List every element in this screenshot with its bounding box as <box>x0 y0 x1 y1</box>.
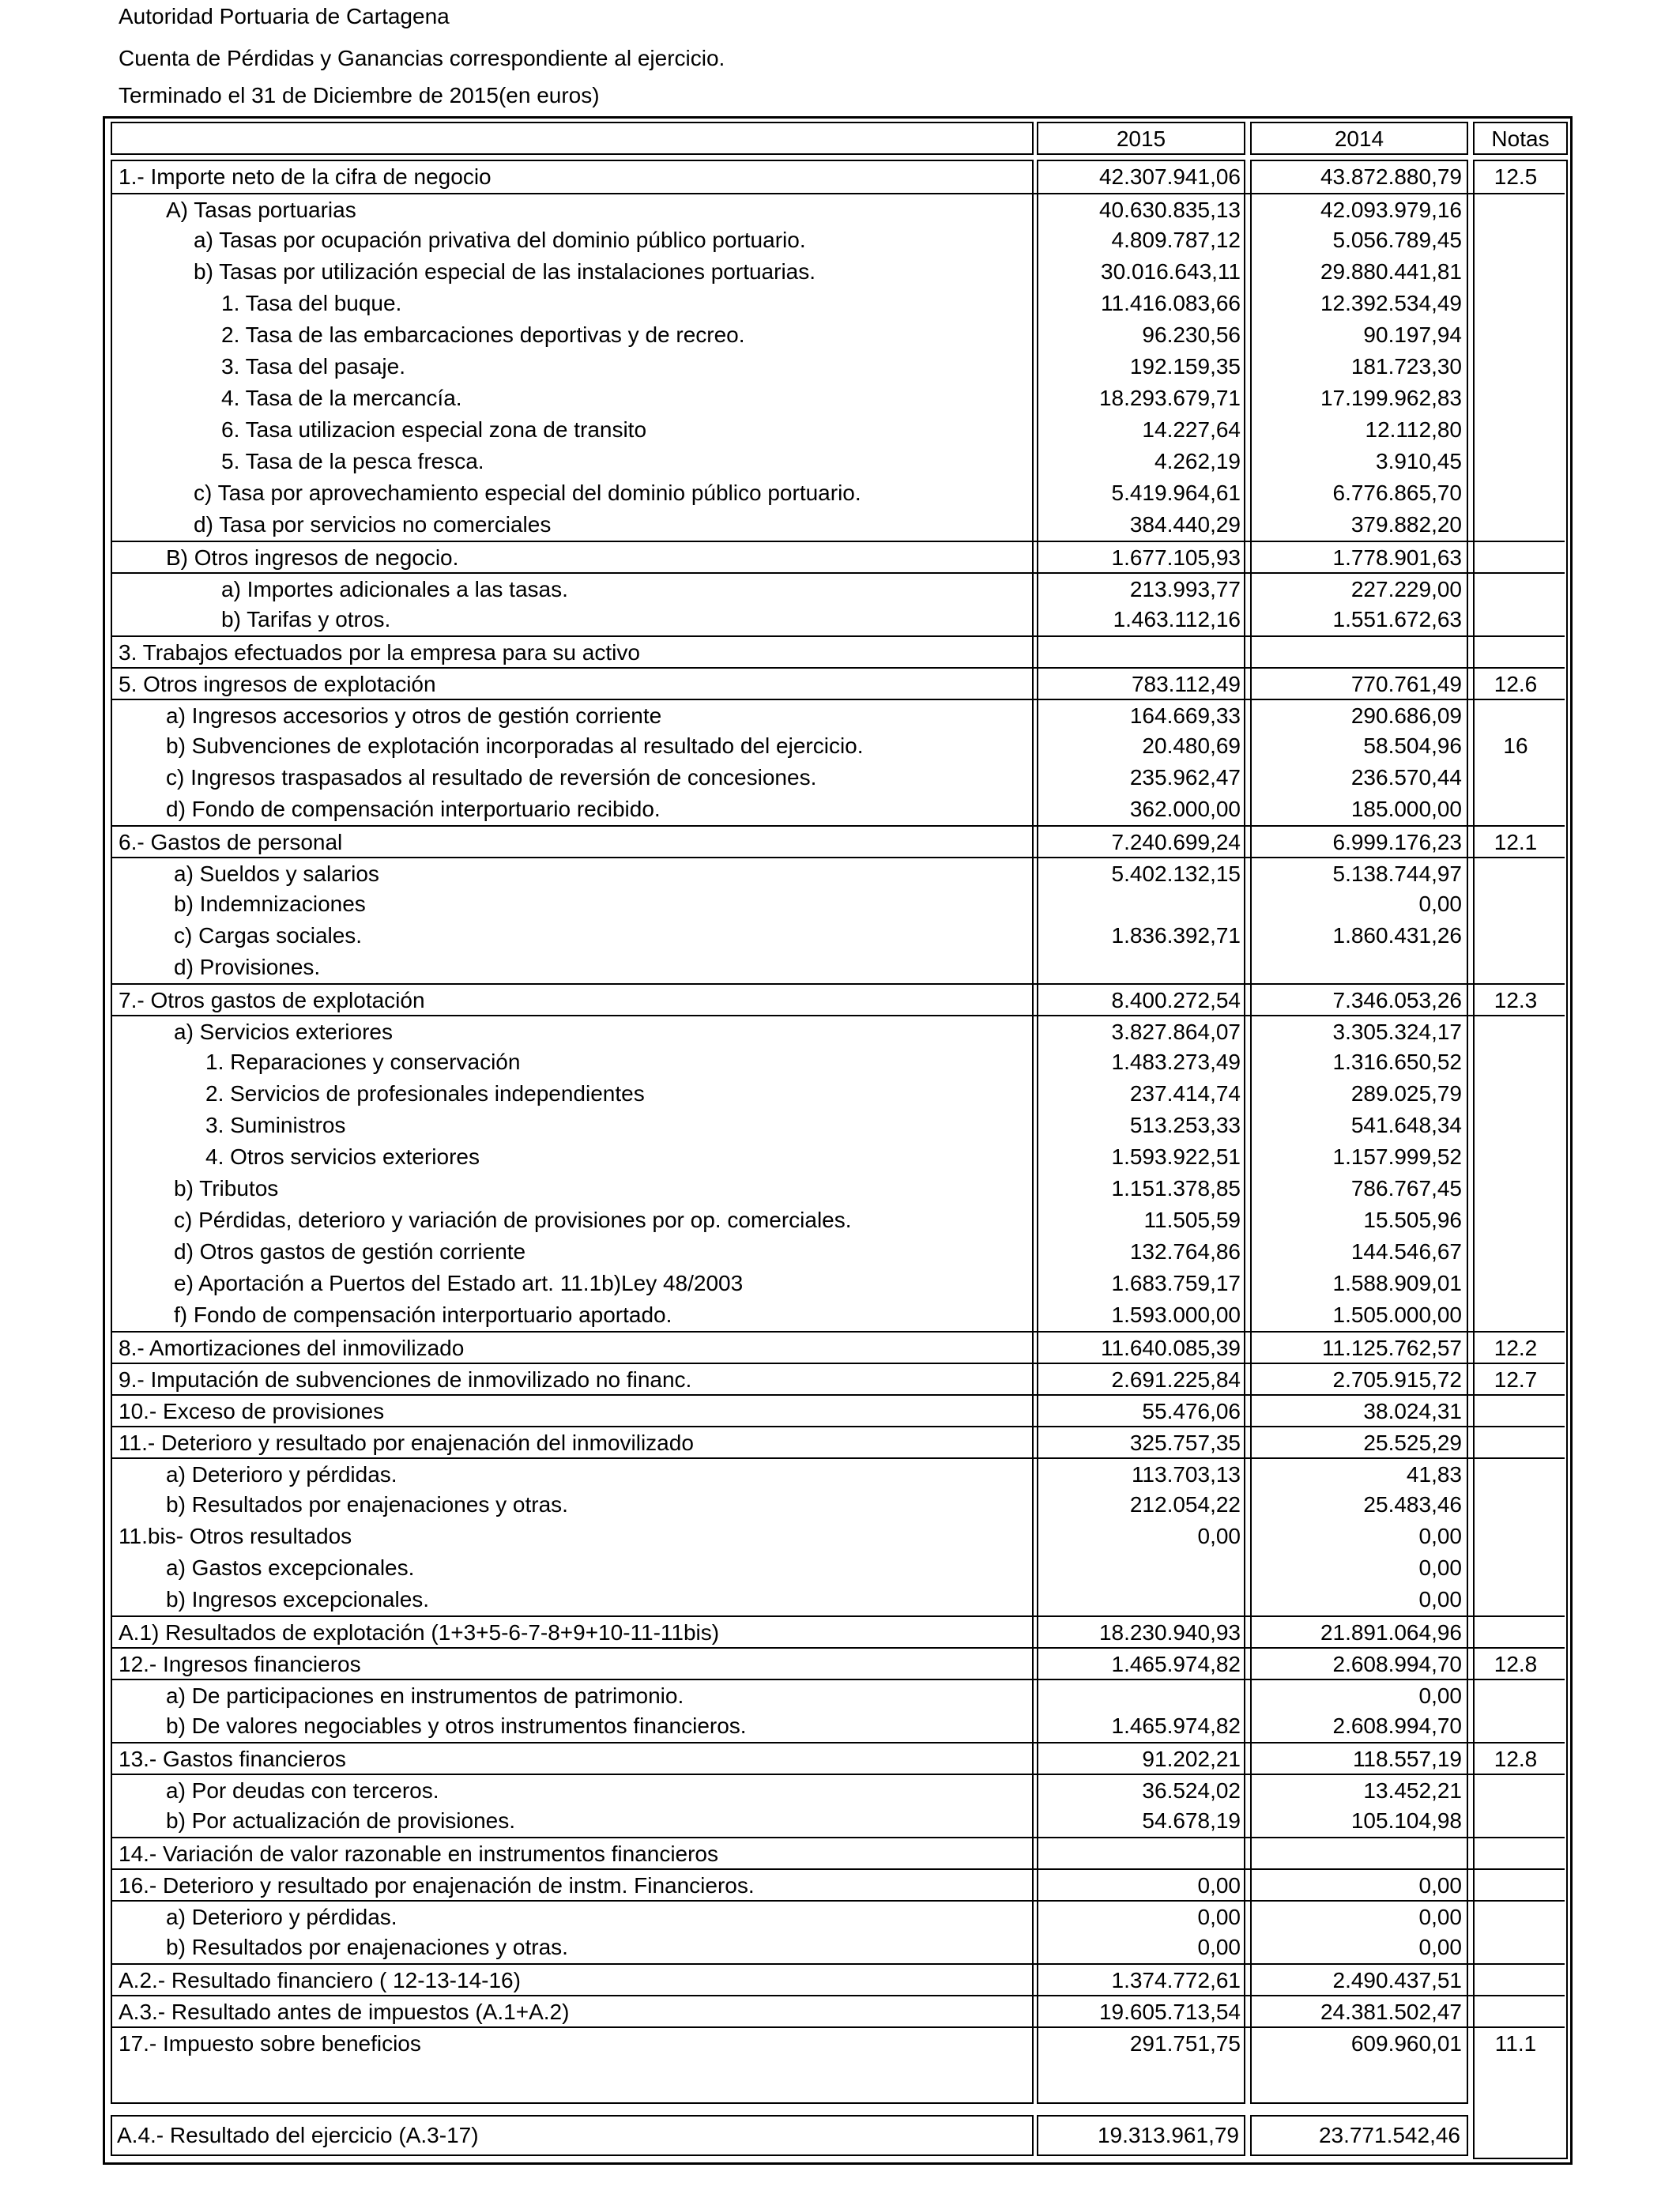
row-label: A) Tasas portuarias <box>166 198 356 222</box>
value-2015: 5.402.132,15 <box>1111 861 1241 886</box>
table-row <box>111 224 1565 256</box>
row-label: 3. Trabajos efectuados por la empresa para su activo <box>119 640 640 665</box>
value-2014: 1.505.000,00 <box>1332 1302 1462 1327</box>
table-row <box>111 477 1565 509</box>
value-2014: 185.000,00 <box>1350 797 1462 821</box>
value-2015: 212.054,22 <box>1129 1492 1241 1517</box>
value-2015: 783.112,49 <box>1131 672 1241 696</box>
row-label: A.2.- Resultado financiero ( 12-13-14-16) <box>119 1968 521 1992</box>
table-row <box>111 1837 1565 1868</box>
table-row <box>111 1679 1565 1710</box>
value-2014: 0,00 <box>1418 1587 1462 1612</box>
table-row <box>111 1963 1565 1995</box>
row-label: f) Fondo de compensación interportuario aportado. <box>174 1302 672 1327</box>
row-label: b) De valores negociables y otros instrumentos financieros. <box>166 1713 747 1738</box>
table-row <box>111 1268 1565 1299</box>
row-label: B) Otros ingresos de negocio. <box>166 545 459 570</box>
value-2015: 291.751,75 <box>1129 2031 1241 2056</box>
value-2014: 227.229,00 <box>1350 577 1462 601</box>
value-2015: 18.230.940,93 <box>1098 1620 1241 1645</box>
value-2015: 30.016.643,11 <box>1101 259 1241 284</box>
table-row <box>111 256 1565 288</box>
result-2015-cell <box>1037 2115 1245 2156</box>
row-label: c) Pérdidas, deterioro y variación de provisiones por op. comerciales. <box>174 1208 852 1232</box>
row-note: 11.1 <box>1494 2031 1537 2056</box>
table-row <box>111 319 1565 351</box>
table-row <box>111 825 1565 857</box>
row-label: b) Tarifas y otros. <box>221 607 391 631</box>
value-2014: 770.761,49 <box>1350 672 1462 696</box>
value-2014: 3.305.324,17 <box>1332 1020 1462 1044</box>
table-row <box>111 1742 1565 1774</box>
row-label: 10.- Exceso de provisiones <box>119 1399 385 1423</box>
value-2015: 1.677.105,93 <box>1111 545 1241 570</box>
value-2015: 0,00 <box>1197 1873 1241 1898</box>
value-2014: 42.093.979,16 <box>1320 198 1462 222</box>
table-row <box>111 699 1565 730</box>
value-2014: 17.199.962,83 <box>1320 386 1462 410</box>
table-row <box>111 920 1565 952</box>
row-label: d) Otros gastos de gestión corriente <box>174 1239 526 1264</box>
row-label: 12.- Ingresos financieros <box>119 1652 361 1676</box>
value-2015: 96.230,56 <box>1142 322 1241 347</box>
table-row <box>111 1457 1565 1489</box>
row-label: 3. Suministros <box>205 1113 346 1137</box>
value-2015: 237.414,74 <box>1129 1081 1241 1106</box>
value-2015: 2.691.225,84 <box>1111 1367 1241 1392</box>
value-2015: 113.703,13 <box>1131 1462 1241 1487</box>
value-2015: 1.463.112,16 <box>1113 607 1241 631</box>
table-row <box>111 1141 1565 1173</box>
table-row <box>111 888 1565 920</box>
value-2015: 1.483.273,49 <box>1111 1050 1241 1074</box>
table-row <box>111 794 1565 825</box>
table-row <box>111 1552 1565 1584</box>
value-2015: 1.151.378,85 <box>1111 1176 1241 1201</box>
table-row <box>111 667 1565 699</box>
result-label-cell <box>111 2115 1034 2156</box>
row-label: c) Tasa por aprovechamiento especial del dominio público portuario. <box>194 481 861 505</box>
table-row <box>111 572 1565 604</box>
value-2014: 13.452,21 <box>1363 1778 1462 1803</box>
value-2014: 41,83 <box>1406 1462 1462 1487</box>
value-2015: 14.227,64 <box>1142 417 1241 442</box>
table-row <box>111 509 1565 541</box>
value-2015: 362.000,00 <box>1129 797 1241 821</box>
row-label: 3. Tasa del pasaje. <box>221 354 405 379</box>
value-2014: 5.138.744,97 <box>1332 861 1462 886</box>
value-2015: 54.678,19 <box>1142 1808 1241 1833</box>
value-2014: 2.608.994,70 <box>1332 1652 1462 1676</box>
period-subtitle: Terminado el 31 de Diciembre de 2015(en euros) <box>119 83 600 107</box>
row-label: b) Tributos <box>174 1176 279 1201</box>
value-2015: 213.993,77 <box>1129 577 1241 601</box>
value-2014: 1.551.672,63 <box>1332 607 1462 631</box>
row-note: 12.8 <box>1494 1652 1538 1676</box>
row-note: 12.7 <box>1494 1367 1538 1392</box>
value-2015: 0,00 <box>1197 1935 1241 1959</box>
row-note: 16 <box>1503 733 1528 758</box>
row-label: 14.- Variación de valor razonable en instrumentos financieros <box>119 1842 719 1866</box>
value-2014: 2.705.915,72 <box>1332 1367 1462 1392</box>
value-2014: 12.112,80 <box>1365 417 1462 442</box>
row-note: 12.3 <box>1494 988 1538 1012</box>
table-row <box>111 1204 1565 1236</box>
value-2015: 325.757,35 <box>1129 1431 1241 1455</box>
row-label: 5. Tasa de la pesca fresca. <box>221 449 484 473</box>
value-2014: 1.588.909,01 <box>1332 1271 1462 1295</box>
table-row <box>111 1584 1565 1615</box>
row-label: b) Resultados por enajenaciones y otras. <box>166 1492 568 1517</box>
value-2014: 29.880.441,81 <box>1320 259 1462 284</box>
value-2015: 91.202,21 <box>1142 1747 1241 1771</box>
row-label: 1. Tasa del buque. <box>221 291 402 315</box>
row-label: a) Tasas por ocupación privativa del dominio público portuario. <box>194 228 806 252</box>
value-2014: 541.648,34 <box>1350 1113 1462 1137</box>
row-label: b) Resultados por enajenaciones y otras. <box>166 1935 568 1959</box>
row-note: 12.8 <box>1494 1747 1538 1771</box>
table-row <box>111 1299 1565 1331</box>
result-label: A.4.- Resultado del ejercicio (A.3-17) <box>117 2123 479 2147</box>
row-label: A.3.- Resultado antes de impuestos (A.1+A.2) <box>119 2000 570 2024</box>
header-label-cell <box>111 122 1034 155</box>
row-label: a) Por deudas con terceros. <box>166 1778 439 1803</box>
table-row <box>111 541 1565 572</box>
row-label: d) Fondo de compensación interportuario recibido. <box>166 797 661 821</box>
value-2014: 1.860.431,26 <box>1332 923 1462 948</box>
value-2014: 6.999.176,23 <box>1332 830 1462 854</box>
value-2015: 1.593.000,00 <box>1111 1302 1241 1327</box>
value-2015: 1.374.772,61 <box>1111 1968 1241 1992</box>
value-2015: 36.524,02 <box>1142 1778 1241 1803</box>
value-2015: 8.400.272,54 <box>1111 988 1241 1012</box>
value-2014: 25.483,46 <box>1363 1492 1462 1517</box>
table-row <box>111 1647 1565 1679</box>
value-2014: 0,00 <box>1418 1683 1462 1708</box>
table-row <box>111 1489 1565 1521</box>
value-2015: 3.827.864,07 <box>1111 1020 1241 1044</box>
value-2014: 43.872.880,79 <box>1320 164 1462 189</box>
company-name: Autoridad Portuaria de Cartagena <box>119 4 450 28</box>
row-label: 8.- Amortizaciones del inmovilizado <box>119 1336 465 1360</box>
header-2014-cell <box>1250 122 1468 155</box>
row-label: 4. Tasa de la mercancía. <box>221 386 462 410</box>
row-label: e) Aportación a Puertos del Estado art. 11.1b)Ley 48/2003 <box>174 1271 744 1295</box>
value-2014: 379.882,20 <box>1350 512 1462 537</box>
value-2015: 1.465.974,82 <box>1111 1652 1241 1676</box>
value-2014: 2.490.437,51 <box>1332 1968 1462 1992</box>
row-label: 6. Tasa utilizacion especial zona de transito <box>221 417 647 442</box>
table-row <box>111 1805 1565 1837</box>
table-row <box>111 193 1565 224</box>
row-label: a) Servicios exteriores <box>174 1020 393 1044</box>
row-note: 12.6 <box>1494 672 1538 696</box>
table-row <box>111 446 1565 477</box>
row-label: c) Cargas sociales. <box>174 923 363 948</box>
result-value-2015: 19.313.961,79 <box>1097 2123 1239 2147</box>
table-row <box>111 2026 1565 2058</box>
value-2014: 609.960,01 <box>1350 2031 1462 2056</box>
row-label: b) Subvenciones de explotación incorporadas al resultado del ejercicio. <box>166 733 864 758</box>
value-2014: 289.025,79 <box>1350 1081 1462 1106</box>
table-row <box>111 604 1565 635</box>
value-2015: 18.293.679,71 <box>1098 386 1241 410</box>
header-notas-cell <box>1473 122 1568 155</box>
value-2014: 21.891.064,96 <box>1320 1620 1462 1645</box>
row-label: 9.- Imputación de subvenciones de inmovilizado no financ. <box>119 1367 692 1392</box>
value-2014: 236.570,44 <box>1350 765 1462 790</box>
value-2015: 1.593.922,51 <box>1111 1144 1241 1169</box>
value-2014: 11.125.762,57 <box>1322 1336 1462 1360</box>
table-row <box>111 857 1565 888</box>
value-2015: 11.640.085,39 <box>1101 1336 1241 1360</box>
table-row <box>111 1521 1565 1552</box>
table-row <box>111 1110 1565 1141</box>
value-2015: 19.605.713,54 <box>1098 2000 1241 2024</box>
value-2014: 58.504,96 <box>1363 733 1462 758</box>
value-2015: 164.669,33 <box>1129 703 1241 728</box>
value-2015: 384.440,29 <box>1129 512 1241 537</box>
row-label: 1.- Importe neto de la cifra de negocio <box>119 164 492 189</box>
table-row <box>111 1426 1565 1457</box>
row-note: 12.1 <box>1494 830 1538 854</box>
value-2015: 7.240.699,24 <box>1111 830 1241 854</box>
table-row <box>111 1394 1565 1426</box>
value-2014: 181.723,30 <box>1350 354 1462 379</box>
row-note: 12.2 <box>1494 1336 1538 1360</box>
table-row <box>111 1015 1565 1046</box>
table-row <box>111 1774 1565 1805</box>
table-row <box>111 1932 1565 1963</box>
row-label: 1. Reparaciones y conservación <box>205 1050 521 1074</box>
row-label: 5. Otros ingresos de explotación <box>119 672 436 696</box>
table-row <box>111 288 1565 319</box>
column-header-2015: 2015 <box>1116 126 1166 151</box>
row-label: a) Deterioro y pérdidas. <box>166 1462 397 1487</box>
row-label: d) Provisiones. <box>174 955 321 979</box>
row-label: 16.- Deterioro y resultado por enajenación de instm. Financieros. <box>119 1873 755 1898</box>
header-2015-cell <box>1037 122 1245 155</box>
table-row <box>111 1363 1565 1394</box>
value-2015: 132.764,86 <box>1129 1239 1241 1264</box>
value-2015: 40.630.835,13 <box>1098 198 1241 222</box>
value-2015: 513.253,33 <box>1129 1113 1241 1137</box>
value-2015: 42.307.941,06 <box>1098 164 1241 189</box>
row-note: 12.5 <box>1494 164 1538 189</box>
row-label: A.1) Resultados de explotación (1+3+5-6-7-8+9+10-11-11bis) <box>119 1620 720 1645</box>
table-row <box>111 161 1565 193</box>
value-2015: 192.159,35 <box>1129 354 1241 379</box>
value-2014: 0,00 <box>1418 892 1462 916</box>
row-label: 2. Servicios de profesionales independientes <box>205 1081 645 1106</box>
value-2014: 118.557,19 <box>1352 1747 1462 1771</box>
value-2014: 90.197,94 <box>1363 322 1462 347</box>
value-2014: 290.686,09 <box>1350 703 1462 728</box>
table-row <box>111 1078 1565 1110</box>
row-label: 7.- Otros gastos de explotación <box>119 988 425 1012</box>
value-2014: 1.316.650,52 <box>1332 1050 1462 1074</box>
row-label: a) De participaciones en instrumentos de patrimonio. <box>166 1683 684 1708</box>
row-label: a) Sueldos y salarios <box>174 861 379 886</box>
value-2015: 1.836.392,71 <box>1111 923 1241 948</box>
row-label: 6.- Gastos de personal <box>119 830 343 854</box>
value-2014: 786.767,45 <box>1350 1176 1462 1201</box>
row-label: a) Ingresos accesorios y otros de gestión corriente <box>166 703 662 728</box>
value-2015: 1.683.759,17 <box>1111 1271 1241 1295</box>
table-row <box>111 1900 1565 1932</box>
table-row <box>111 635 1565 667</box>
row-label: a) Deterioro y pérdidas. <box>166 1905 397 1929</box>
row-label: c) Ingresos traspasados al resultado de reversión de concesiones. <box>166 765 817 790</box>
table-row <box>111 1615 1565 1647</box>
row-label: b) Por actualización de provisiones. <box>166 1808 516 1833</box>
result-value-2014: 23.771.542,46 <box>1318 2123 1460 2147</box>
value-2015: 55.476,06 <box>1142 1399 1241 1423</box>
value-2015: 235.962,47 <box>1129 765 1241 790</box>
table-row <box>111 762 1565 794</box>
value-2015: 0,00 <box>1197 1524 1241 1548</box>
column-header-2014: 2014 <box>1334 126 1384 151</box>
row-label: a) Importes adicionales a las tasas. <box>221 577 568 601</box>
row-label: 13.- Gastos financieros <box>119 1747 346 1771</box>
row-label: 17.- Impuesto sobre beneficios <box>119 2031 421 2056</box>
value-2015: 4.262,19 <box>1155 449 1241 473</box>
table-row <box>111 383 1565 414</box>
row-label: b) Indemnizaciones <box>174 892 366 916</box>
value-2015: 11.416.083,66 <box>1101 291 1241 315</box>
value-2014: 0,00 <box>1418 1524 1462 1548</box>
statement-title: Cuenta de Pérdidas y Ganancias correspondiente al ejercicio. <box>119 46 725 70</box>
table-row <box>111 1868 1565 1900</box>
column-header-notas: Notas <box>1491 126 1550 151</box>
row-label: d) Tasa por servicios no comerciales <box>194 512 552 537</box>
value-2014: 0,00 <box>1418 1555 1462 1580</box>
result-2014-cell <box>1250 2115 1468 2156</box>
table-row <box>111 1173 1565 1204</box>
value-2014: 25.525,29 <box>1363 1431 1462 1455</box>
value-2014: 24.381.502,47 <box>1320 2000 1462 2024</box>
row-label: b) Tasas por utilización especial de las instalaciones portuarias. <box>194 259 816 284</box>
table-row <box>111 414 1565 446</box>
value-2015: 20.480,69 <box>1142 733 1241 758</box>
table-row <box>111 1710 1565 1742</box>
row-label: 2. Tasa de las embarcaciones deportivas y de recreo. <box>221 322 745 347</box>
row-label: 4. Otros servicios exteriores <box>205 1144 480 1169</box>
value-2014: 1.778.901,63 <box>1332 545 1462 570</box>
value-2014: 1.157.999,52 <box>1332 1144 1462 1169</box>
value-2014: 6.776.865,70 <box>1332 481 1462 505</box>
value-2014: 0,00 <box>1418 1935 1462 1959</box>
table-row <box>111 351 1565 383</box>
value-2014: 5.056.789,45 <box>1332 228 1462 252</box>
table-row <box>111 1046 1565 1078</box>
value-2014: 7.346.053,26 <box>1332 988 1462 1012</box>
table-row <box>111 730 1565 762</box>
table-row <box>111 983 1565 1015</box>
value-2014: 0,00 <box>1418 1905 1462 1929</box>
value-2014: 2.608.994,70 <box>1332 1713 1462 1738</box>
value-2015: 1.465.974,82 <box>1111 1713 1241 1738</box>
value-2014: 38.024,31 <box>1363 1399 1462 1423</box>
row-label: b) Ingresos excepcionales. <box>166 1587 430 1612</box>
row-label: a) Gastos excepcionales. <box>166 1555 415 1580</box>
value-2015: 11.505,59 <box>1143 1208 1241 1232</box>
value-2014: 15.505,96 <box>1363 1208 1462 1232</box>
value-2014: 0,00 <box>1418 1873 1462 1898</box>
value-2015: 5.419.964,61 <box>1111 481 1241 505</box>
table-row <box>111 1236 1565 1268</box>
value-2015: 0,00 <box>1197 1905 1241 1929</box>
table-row <box>111 952 1565 983</box>
value-2014: 144.546,67 <box>1350 1239 1462 1264</box>
row-label: 11.bis- Otros resultados <box>119 1524 352 1548</box>
value-2014: 12.392.534,49 <box>1320 291 1462 315</box>
value-2015: 4.809.787,12 <box>1111 228 1241 252</box>
value-2014: 105.104,98 <box>1350 1808 1462 1833</box>
row-label: 11.- Deterioro y resultado por enajenación del inmovilizado <box>119 1431 694 1455</box>
table-row <box>111 1331 1565 1363</box>
value-2014: 3.910,45 <box>1376 449 1462 473</box>
table-row <box>111 1995 1565 2026</box>
